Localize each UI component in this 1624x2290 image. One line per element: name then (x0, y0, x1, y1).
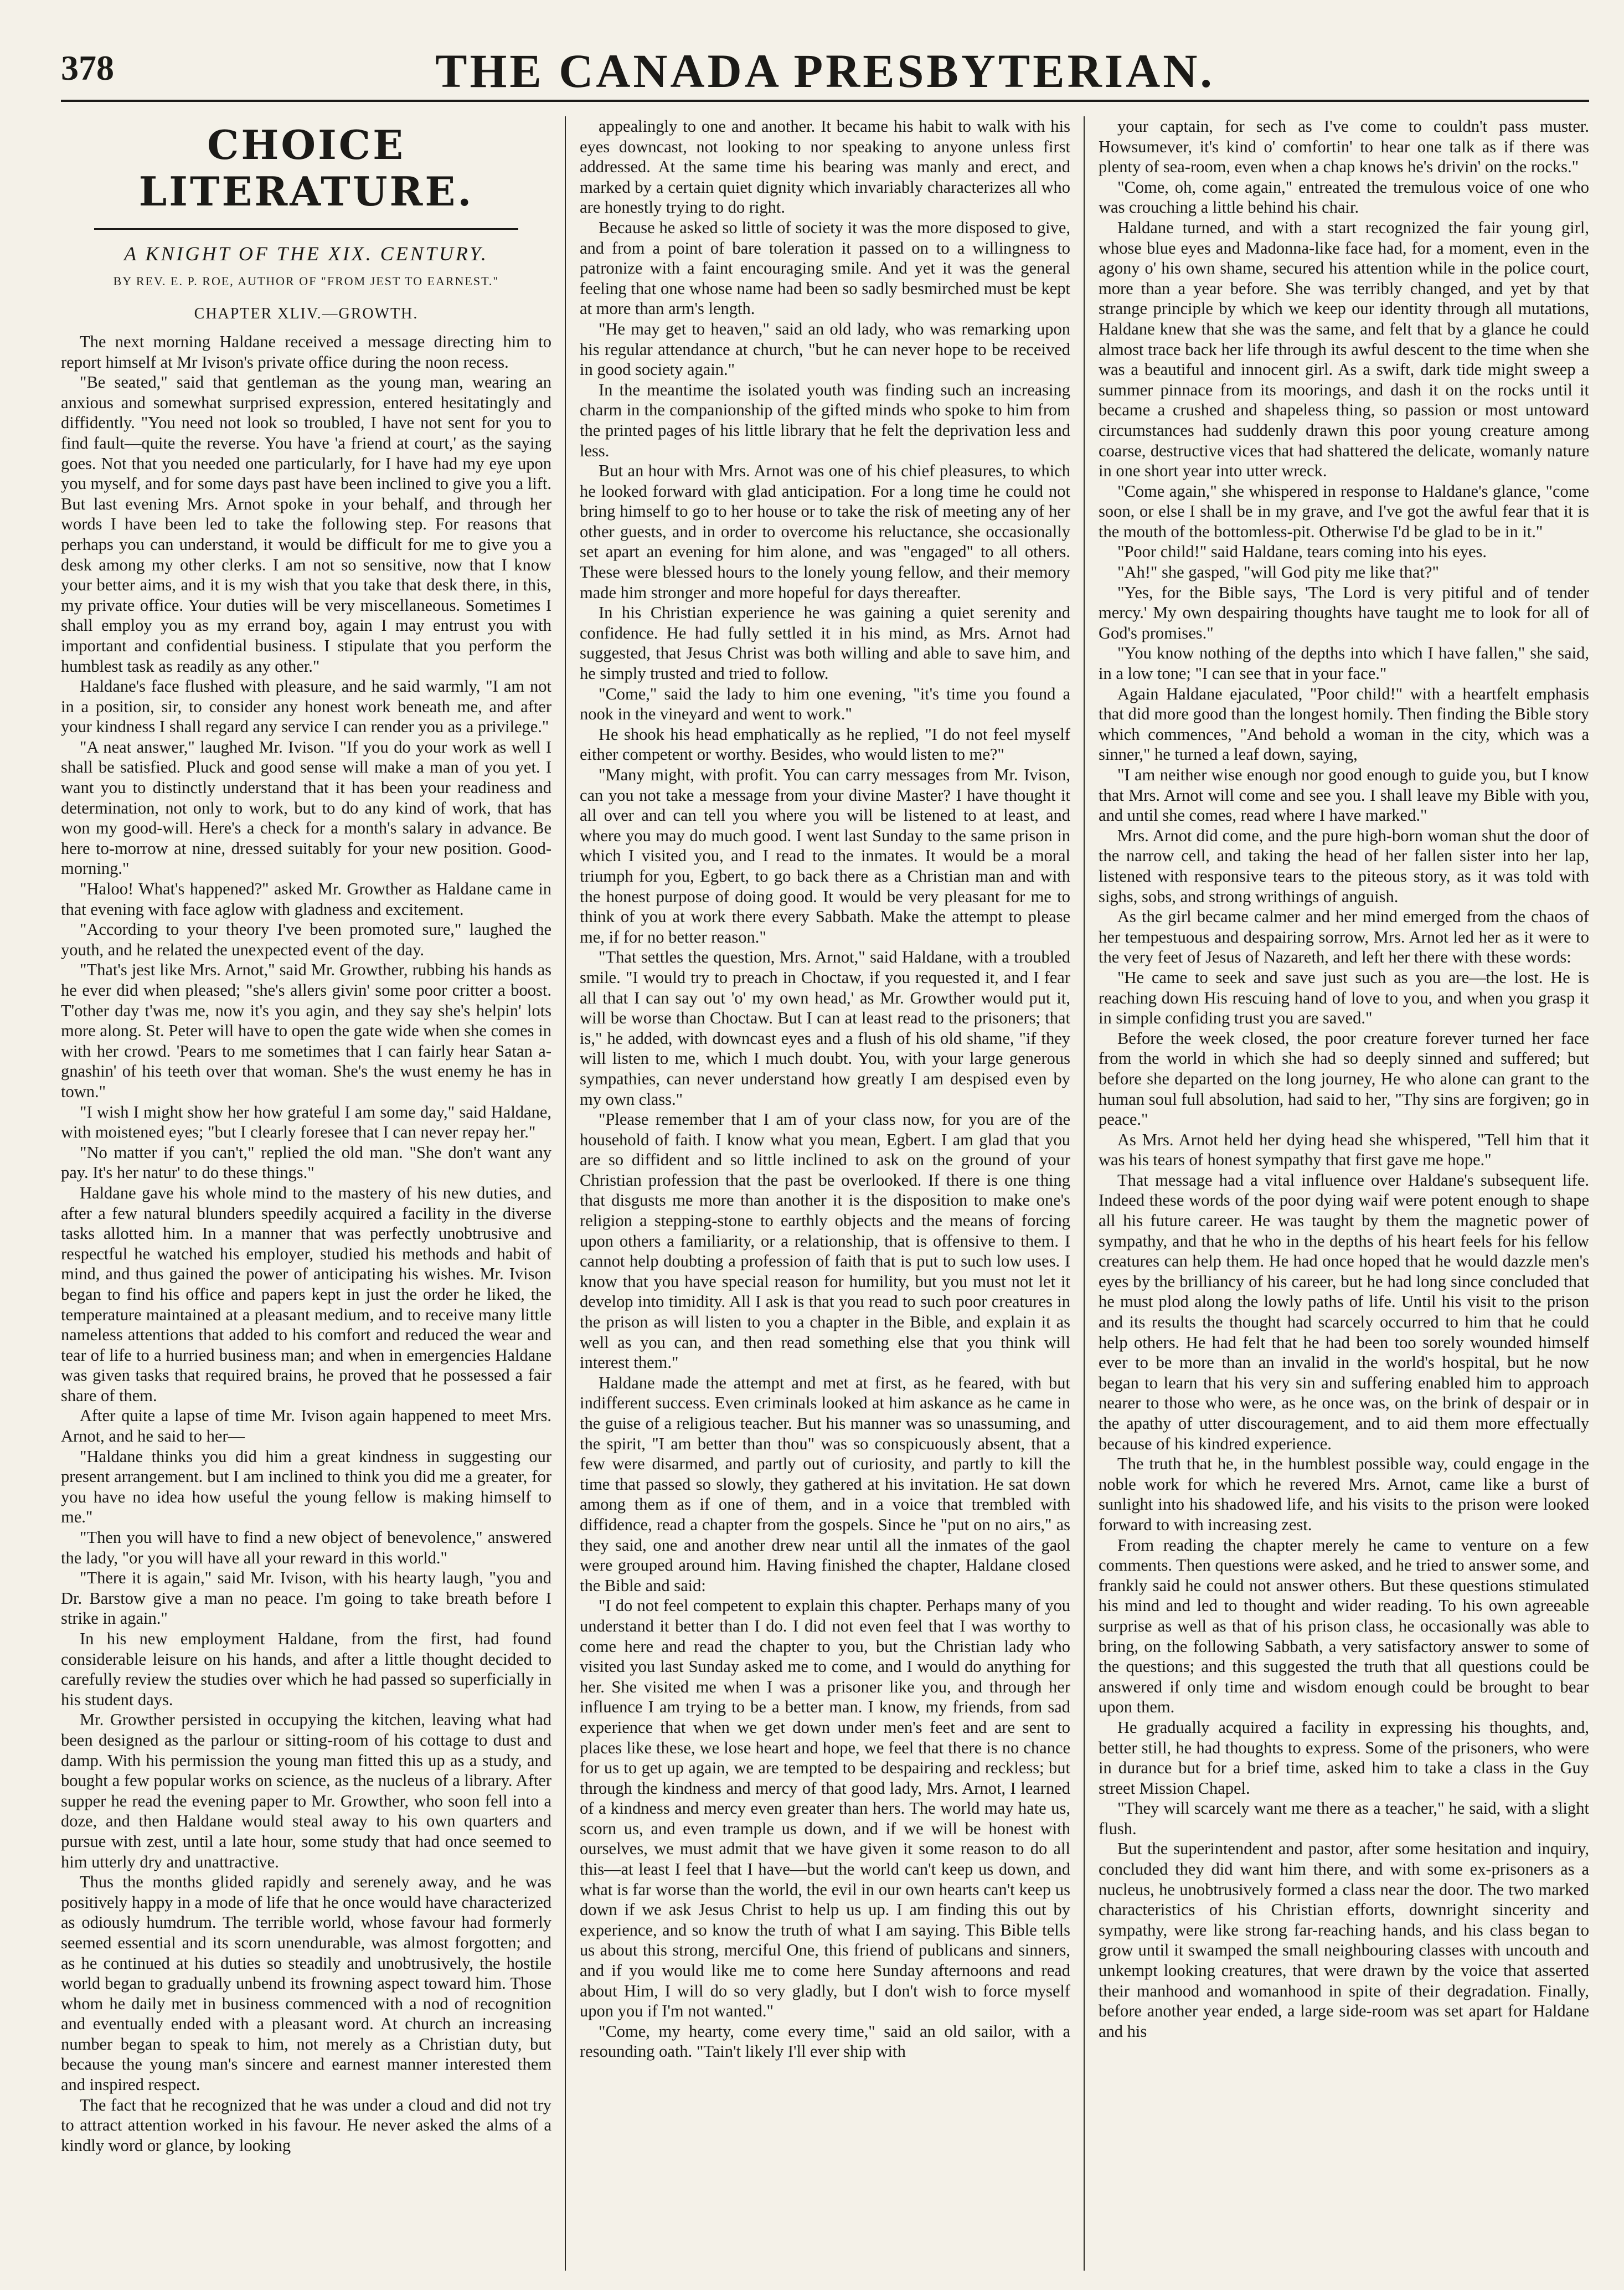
paragraph: After quite a lapse of time Mr. Ivison again happened to meet Mrs. Arnot, and he said to her— (61, 1406, 551, 1446)
paragraph: "Many might, with profit. You can carry messages from Mr. Ivison, can you not take a message from your divine Master? I have thought it all over and can tell you where you will be listened to at least, and where you may do much good. I went last Sunday to the same prison in which I visited you, and I read to the inmates. It would be a moral triumph for you, Egbert, to go back there as a Christian man and with the honest purpose of doing good. It would be very pleasant for me to think of you at work there every Sabbath. Make the attempt to please me, if for no better reason." (580, 765, 1070, 946)
paragraph: your captain, for sech as I've come to couldn't pass muster. Howsumever, it's kind o' comfortin' to hear one talk as if there was plenty of sea-room, even when a chap knows he's drivin' on the rocks." (1099, 117, 1589, 177)
paragraph: "I do not feel competent to explain this chapter. Perhaps many of you understand it better than I do. I did not even feel that I was worthy to come here and read the chapter to you, but the Christian lady who visited you last Sunday asked me to come, and I would do anything for her. She visited me when I was a prisoner like you, and through her influence I am trying to be a better man. I know, my friends, from sad experience that when we get down under men's feet and are sent to places like these, we lose heart and hope, we feel that there is no chance for us to get up again, we are tempted to be despairing and reckless; but through the kindness and mercy of that good lady, Mrs. Arnot, I learned of a kindness and mercy even greater than hers. The world may hate us, scorn us, and even trample us down, and if we will be honest with ourselves, we must admit that we have given it some reason to do all this—at least I feel that I have—but the world can't keep us down, and what is far worse than the world, the evil in our own hearts can't keep us down if we ask Jesus Christ to help us up. I am finding this out by experience, and so know the truth of what I am saying. This Bible tells us about this strong, merciful One, this friend of publicans and sinners, and if you would like me to come here Sunday afternoons and read about Him, I will do so very gladly, but I don't wish to force myself upon you if I'm not wanted." (580, 1596, 1070, 2021)
story-author: BY REV. E. P. ROE, AUTHOR OF "FROM JEST TO EARNEST." (113, 274, 499, 288)
paragraph: appealingly to one and another. It became his habit to walk with his eyes downcast, not looking to nor speaking to anyone unless first addressed. At the same time his bearing was manly and erect, and marked by a certain quiet dignity which invariably characterizes all who are honestly trying to do right. (580, 117, 1070, 217)
paragraph: Mr. Growther persisted in occupying the kitchen, leaving what had been designed as the parlour or sitting-room of his cottage to dust and damp. With his permission the young man fitted this up as a study, and bought a few popular works on science, as the nucleus of a library. After supper he read the evening paper to Mr. Growther, who soon fell into a doze, and then Haldane would steal away to his own quarters and pursue with zest, until a late hour, some study that had once seemed to him utterly dry and unattractive. (61, 1710, 551, 1871)
paragraph: "They will scarcely want me there as a teacher," he said, with a slight flush. (1099, 1799, 1589, 1838)
paragraph: Mrs. Arnot did come, and the pure high-born woman shut the door of the narrow cell, and taking the head of her fallen sister into her lap, listened with responsive tears to the piteous story, as it was told with sighs, sobs, and strong writhings of anguish. (1099, 826, 1589, 906)
paragraph: "Come, my hearty, come every time," said an old sailor, with a resounding oath. "Tain't likely I'll ever ship with (580, 2021, 1070, 2061)
paragraph: Because he asked so little of society it was the more disposed to give, and from a point of bare toleration it passed on to a willingness to patronize with a faint encouraging smile. And yet it was the general feeling that one whose name had been so sadly besmirched must be kept at more than arm's length. (580, 218, 1070, 318)
paragraph: "Then you will have to find a new object of benevolence," answered the lady, "or you will have all your reward in this world." (61, 1528, 551, 1567)
paragraph: But an hour with Mrs. Arnot was one of his chief pleasures, to which he looked forward with glad anticipation. For a long time he could not bring himself to go to her house or to take the risk of meeting any of her other guests, and in order to overcome his reluctance, she occasionally set apart an evening for him alone, and was "engaged" to all others. These were blessed hours to the lonely young fellow, and their memory made him stronger and more hopeful for days thereafter. (580, 461, 1070, 602)
paragraph: But the superintendent and pastor, after some hesitation and inquiry, concluded they did want him there, and with some ex-prisoners as a nucleus, he unobtrusively formed a class near the door. The two marked characteristics of his Christian efforts, downright sincerity and sympathy, were like strong far-reaching hands, and his class began to grow until it swamped the small neighbouring classes with uncouth and unkempt looking creatures, that were drawn by the voice that asserted their manhood and womanhood in spite of their degradation. Finally, before another year ended, a large side-room was set apart for Haldane and his (1099, 1839, 1589, 2041)
paragraph: "He may get to heaven," said an old lady, who was remarking upon his regular attendance at church, "but he can never hope to be received in good society again." (580, 319, 1070, 379)
paragraph: "Haldane thinks you did him a great kindness in suggesting our present arrangement. but I am inclined to think you did me a greater, for you have no idea how useful the young fellow is making himself to me." (61, 1447, 551, 1527)
paragraph: "That settles the question, Mrs. Arnot," said Haldane, with a troubled smile. "I would try to preach in Choctaw, if you requested it, and I fear all that I can say out 'o' my own head,' as Mr. Growther would put it, will be worse than Choctaw. But I can at least read to the prisoners; that is," he added, with downcast eyes and a flush of his old shame, "if they will listen to me, which I much doubt. You, with your large generous sympathies, can never understand how greatly I am despised even by my own class." (580, 948, 1070, 1109)
story-title: A KNIGHT OF THE XIX. CENTURY. (124, 243, 488, 265)
paragraph: "Please remember that I am of your class now, for you are of the household of faith. I know what you mean, Egbert. I am glad that you are so diffident and so little inclined to ask on the ground of your Christian profession that the past be overlooked. If there is one thing that disgusts me more than another it is the disposition to make one's religion a stepping-stone to earthly objects and the means of forcing upon others a familiarity, or a relationship, that is offensive to them. I cannot help doubting a profession of faith that is put to such low uses. I know that you have special reason for humility, but you must not let it develop into timidity. All I ask is that you read to such poor creatures in the prison as will listen to you a chapter in the Bible, and explain it as well as you can, and then read something else that you think will interest them." (580, 1110, 1070, 1372)
article-columns (61, 116, 1589, 2271)
column-divider (1084, 116, 1085, 2271)
paragraph: "Come," said the lady to him one evening, "it's time you found a nook in the vineyard and went to work." (580, 684, 1070, 724)
chapter-heading: CHAPTER XLIV.—GROWTH. (194, 305, 419, 322)
paragraph: He shook his head emphatically as he replied, "I do not feel myself either competent or worthy. Besides, who would listen to me?" (580, 724, 1070, 764)
paragraph: Before the week closed, the poor creature forever turned her face from the world in which she had so deeply sinned and suffered; but before she departed on the long journey, He who alone can grant to the human soul full absolution, had said to her, "Thy sins are forgiven; go in peace." (1099, 1028, 1589, 1129)
paragraph: As Mrs. Arnot held her dying head she whispered, "Tell him that it was his tears of honest sympathy that first gave me hope." (1099, 1130, 1589, 1170)
paragraph: "Come again," she whispered in response to Haldane's glance, "come soon, or else I shall be in my grave, and I've got the awful fear that it is the mouth of the bottomless-pit. Otherwise I'd be glad to be in it." (1099, 481, 1589, 541)
paragraph: "Come, oh, come again," entreated the tremulous voice of one who was crouching a little behind his chair. (1099, 177, 1589, 217)
paragraph: "According to your theory I've been promoted sure," laughed the youth, and he related the unexpected event of the day. (61, 920, 551, 959)
paragraph: Haldane's face flushed with pleasure, and he said warmly, "I am not in a position, sir, to consider any honest work beneath me, and after your kindness I shall regard any service I can render you as a privilege." (61, 677, 551, 737)
paragraph: The next morning Haldane received a message directing him to report himself at Mr Ivison's private office during the noon recess. (61, 332, 551, 372)
paragraph: "Haloo! What's happened?" asked Mr. Growther as Haldane came in that evening with face aglow with gladness and excitement. (61, 879, 551, 919)
paragraph: "No matter if you can't," replied the old man. "She don't want any pay. It's her natur' to do these things." (61, 1143, 551, 1182)
paragraph: In his Christian experience he was gaining a quiet serenity and confidence. He had fully settled it in his mind, as Mrs. Arnot had suggested, that Jesus Christ was both willing and able to save him, and he simply trusted and tried to follow. (580, 603, 1070, 683)
paragraph: "Be seated," said that gentleman as the young man, wearing an anxious and somewhat surprised expression, entered hesitatingly and diffidently. "You need not look so troubled, I have not sent for you to find fault—quite the reverse. You have 'a friend at court,' as the saying goes. Not that you needed one particularly, for I have had my eye upon you myself, and for some days past have been inclined to give you a lift. But last evening Mrs. Arnot spoke in your behalf, and through her words I have been led to take the following step. For reasons that perhaps you can understand, it would be difficult for me to give you a desk among my other clerks. I am not so sensitive, now that I know your better aims, and it is my wish that you take that desk there, in this, my private office. Your duties will be very miscellaneous. Sometimes I shall employ you as my errand boy, again I may entrust you with important and confidential business. I stipulate that you perform the humblest task as readily as any other." (61, 373, 551, 676)
paragraph: The fact that he recognized that he was under a cloud and did not try to attract attention worked in his favour. He never asked the alms of a kindly word or glance, by looking (61, 2095, 551, 2155)
paragraph: "Ah!" she gasped, "will God pity me like that?" (1117, 563, 1439, 582)
paragraph: "Poor child!" said Haldane, tears coming into his eyes. (1117, 542, 1487, 562)
paragraph: "I am neither wise enough nor good enough to guide you, but I know that Mrs. Arnot will come and see you. I shall leave my Bible with you, and until she comes, read where I have marked." (1099, 765, 1589, 825)
paragraph: "That's jest like Mrs. Arnot," said Mr. Growther, rubbing his hands as he ever did when pleased; "she's allers givin' some poor critter a boost. T'other day t'was me, now it's you agin, and they say she's helpin' lots more along. St. Peter will have to open the gate wide when she comes in with her crowd. 'Pears to me sometimes that I can fairly hear Satan a-gnashin' of his teeth over that woman. She's the wust enemy he has in town." (61, 960, 551, 1101)
column-divider (565, 116, 566, 2271)
section-heading: CHOICE LITERATURE. (138, 121, 474, 215)
paragraph: He gradually acquired a facility in expressing his thoughts, and, better still, he had thoughts to express. Some of the prisoners, who were in durance but for a brief time, asked him to take a class in the Guy street Mission Chapel. (1099, 1717, 1589, 1798)
column-3 (1099, 116, 1589, 2271)
paragraph: "You know nothing of the depths into which I have fallen," she said, in a low tone; "I can see that in your face." (1099, 644, 1589, 683)
paragraph: "Yes, for the Bible says, 'The Lord is very pitiful and of tender mercy.' My own despairing thoughts have taught me to look for all of God's promises." (1099, 583, 1589, 642)
paragraph: Haldane turned, and with a start recognized the fair young girl, whose blue eyes and Madonna-like face had, for a moment, even in the agony o' his own shame, secured his attention while in the police court, more than a year before. She was terribly changed, and yet by that strange principle by which we keep our identity through all mutations, Haldane knew that she was the same, and felt that by a glance he could almost trace back her life through its awful descent to the time when she was a beautiful and innocent girl. As a swift, dark tide might sweep a summer pinnace from its moorings, and dash it on the rocks until it became a crushed and shapeless thing, so passion or most untoward circumstances had suddenly drawn this poor young creature among coarse, destructive vices that had shattered the delicate, womanly nature in one short year into utter wreck. (1099, 218, 1589, 481)
paragraph: "I wish I might show her how grateful I am some day," said Haldane, with moistened eyes; "but I clearly foresee that I can never repay her." (61, 1102, 551, 1142)
paragraph: "There it is again," said Mr. Ivison, with his hearty laugh, "you and Dr. Barstow give a man no peace. I'm going to take breath before I strike in again." (61, 1568, 551, 1628)
paragraph: The truth that he, in the humblest possible way, could engage in the noble work for which he revered Mrs. Arnot, came like a burst of sunlight into his shadowed life, and his visits to the prison were looked forward to with increasing zest. (1099, 1454, 1589, 1534)
column-2 (580, 116, 1070, 2271)
column-body (580, 116, 1070, 2062)
paragraph: In the meantime the isolated youth was finding such an increasing charm in the companionship of the gifted minds who spoke to him from the printed pages of his little library that he felt the deprivation less and less. (580, 380, 1070, 460)
page-number: 378 (61, 48, 114, 88)
paragraph: In his new employment Haldane, from the first, had found considerable leisure on his hands, and after a little thought decided to carefully review the studies over which he had passed so superficially in his student days. (61, 1629, 551, 1709)
journal-title: THE CANADA PRESBYTERIAN. (435, 44, 1215, 97)
paragraph: Thus the months glided rapidly and serenely away, and he was positively happy in a mode of life that he once would have characterized as odiously humdrum. The terrible world, whose favour had formerly seemed essential and its scorn unendurable, was almost forgotten; and as he continued at his duties so steadily and unobtrusively, the hostile world began to gradually unbend its frowning aspect toward him. Those whom he daily met in business commenced with a nod of recognition and eventually ended with a pleasant word. At church an increasing number began to speak to him, not merely as a Christian duty, but because the young man's sincere and earnest manner interested them and inspired respect. (61, 1872, 551, 2095)
section-divider (94, 228, 518, 230)
paragraph: As the girl became calmer and her mind emerged from the chaos of her tempestuous and despairing sorrow, Mrs. Arnot led her as it were to the very feet of Jesus of Nazareth, and left her there with these words: (1099, 907, 1589, 967)
paragraph: From reading the chapter merely he came to venture on a few comments. Then questions were asked, and he tried to answer some, and frankly said he could not answer others. But these questions stimulated his mind and led to thought and wider reading. To his own agreeable surprise as well as that of his prison class, he occasionally was able to bring, on the following Sabbath, a very satisfactory answer to some of the questions; and this suggested the truth that all questions could be answered if only time and wisdom enough could be brought to bear upon them. (1099, 1535, 1589, 1717)
page-header (61, 39, 1589, 102)
paragraph: Haldane gave his whole mind to the mastery of his new duties, and after a few natural blunders speedily acquired a facility in the diverse tasks allotted him. In a manner that was perfectly unobtrusive and respectful he watched his employer, studied his methods and habit of mind, and thus gained the power of anticipating his wishes. Mr. Ivison began to find his office and papers kept in just the order he liked, the temperature maintained at a pleasant medium, and to receive many little nameless attentions that added to his comfort and reduced the wear and tear of life to a hurried business man; and when in emergencies Haldane was given tasks that required brains, he proved that he possessed a fair share of them. (61, 1183, 551, 1405)
paragraph: "A neat answer," laughed Mr. Ivison. "If you do your work as well I shall be satisfied. Pluck and good sense will make a man of you yet. I want you to distinctly understand that it has been your readiness and determination, not only to work, but to do any kind of work, that has won my good-will. Here's a check for a month's salary in advance. Be here to-morrow at nine, dressed suitably for your new position. Good-morning." (61, 737, 551, 878)
column-body (1099, 116, 1589, 2041)
paragraph: That message had a vital influence over Haldane's subsequent life. Indeed these words of the poor dying waif were potent enough to shape all his future career. He was taught by them the magnetic power of sympathy, and that he who in the depths of his heart feels for his fellow creatures can help them. He had once hoped that he would dazzle men's eyes by the brilliancy of his career, but he had long since concluded that he must plod along the lowly paths of life. Until his visit to the prison and its results the thought had scarcely occurred to him that he could help others. He had felt that he had been too sorely wounded himself ever to be more than an invalid in the world's hospital, but he now began to learn that his very sin and suffering enabled him to approach nearer to those who were, as he once was, on the brink of despair or in the apathy of utter discouragement, and to aid them more effectually because of his kindred experience. (1099, 1170, 1589, 1453)
paragraph: Haldane made the attempt and met at first, as he feared, with but indifferent success. Even criminals looked at him askance as he came in the guise of a religious teacher. But his manner was so unassuming, and the spirit, "I am better than thou" was so conspicuously absent, that a few were disarmed, and partly out of curiosity, and partly to kill the time that passed so slowly, they gathered at his invitation. He sat down among them as if one of them, and in a voice that trembled with diffidence, read a chapter from the gospels. Since he "put on no airs," as they said, one and another drew near until all the inmates of the gaol were grouped around him. Having finished the chapter, Haldane closed the Bible and said: (580, 1373, 1070, 1595)
column-1 (61, 116, 551, 2271)
paragraph: Again Haldane ejaculated, "Poor child!" with a heartfelt emphasis that did more good than the longest homily. Then finding the Bible story which commences, "And behold a woman in the city, which was a sinner," he turned a leaf down, saying, (1099, 684, 1589, 764)
column-body (61, 332, 551, 2155)
paragraph: "He came to seek and save just such as you are—the lost. He is reaching down His rescuing hand of love to you, and when you grasp it in simple confiding trust you are saved." (1099, 968, 1589, 1028)
